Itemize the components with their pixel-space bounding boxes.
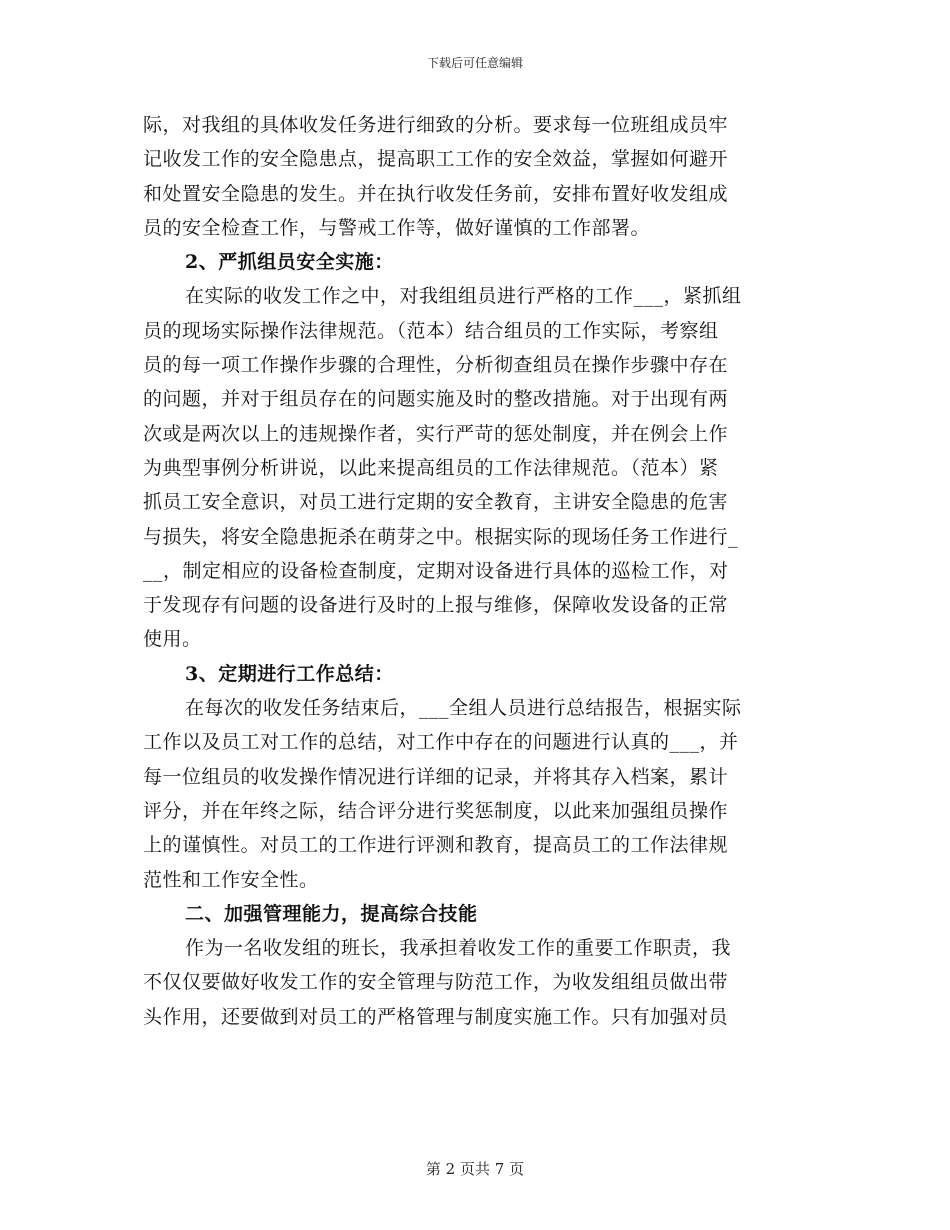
paragraph bbox=[143, 108, 807, 245]
section-heading: 二、加强管理能力，提高综合技能 bbox=[185, 902, 478, 925]
text-line: 作为一名收发组的班长，我承担着收发工作的重要工作职责，我 bbox=[185, 937, 732, 960]
text-line: 记收发工作的安全隐患点，提高职工工作的安全效益，掌握如何避开 bbox=[143, 148, 729, 171]
text-line: 际，对我组的具体收发任务进行细致的分析。要求每一位班组成员牢 bbox=[143, 114, 729, 136]
paragraph bbox=[143, 279, 807, 656]
page-number-footer: 第 2 页共 7 页 bbox=[425, 1160, 525, 1178]
section-heading: 2、严抓组员安全实施： bbox=[185, 251, 394, 274]
text-line: 员的现场实际操作法律规范。（范本）结合组员的工作实际，考察组 bbox=[143, 319, 719, 342]
page-header: 下载后可任意编辑 bbox=[426, 56, 523, 70]
document-body bbox=[143, 108, 807, 1034]
text-line: 为典型事例分析讲说，以此来提高组员的工作法律规范。（范本）紧 bbox=[143, 456, 719, 479]
text-line: 于发现存有问题的设备进行及时的上报与维修，保障收发设备的正常 bbox=[143, 594, 729, 617]
text-line: 范性和工作安全性。 bbox=[143, 868, 319, 891]
text-line: __，制定相应的设备检查制度，定期对设备进行具体的巡检工作，对 bbox=[143, 559, 729, 582]
text-line: 员的安全检查工作，与警戒工作等，做好谨慎的工作部署。 bbox=[143, 216, 651, 239]
text-line: 评分，并在年终之际，结合评分进行奖惩制度，以此来加强组员操作 bbox=[143, 799, 729, 822]
text-line: 在每次的收发任务结束后，___全组人员进行总结报告，根据实际 bbox=[185, 697, 742, 720]
text-line: 使用。 bbox=[143, 628, 202, 651]
section-heading: 3、定期进行工作总结： bbox=[185, 662, 394, 685]
text-line: 在实际的收发工作之中，对我组组员进行严格的工作___，紧抓组 bbox=[185, 285, 742, 308]
text-line: 和处置安全隐患的发生。并在执行收发任务前，安排布置好收发组成 bbox=[143, 182, 729, 205]
paragraph bbox=[143, 931, 807, 1034]
text-line: 与损失，将安全隐患扼杀在萌芽之中。根据实际的现场任务工作进行_ bbox=[143, 525, 739, 548]
text-line: 工作以及员工对工作的总结，对工作中存在的问题进行认真的___，并 bbox=[143, 731, 739, 754]
text-line: 上的谨慎性。对员工的工作进行评测和教育，提高员工的工作法律规 bbox=[143, 834, 729, 857]
text-line: 次或是两次以上的违规操作者，实行严苛的惩处制度，并在例会上作 bbox=[143, 422, 729, 445]
text-line: 不仅仅要做好收发工作的安全管理与防范工作，为收发组组员做出带 bbox=[143, 971, 729, 994]
text-line: 员的每一项工作操作步骤的合理性，分析彻查组员在操作步骤中存在 bbox=[143, 354, 729, 377]
text-line: 头作用，还要做到对员工的严格管理与制度实施工作。只有加强对员 bbox=[143, 1005, 729, 1028]
text-line: 每一位组员的收发操作情况进行详细的记录，并将其存入档案，累计 bbox=[143, 765, 729, 788]
text-line: 的问题，并对于组员存在的问题实施及时的整改措施。对于出现有两 bbox=[143, 388, 729, 411]
paragraph bbox=[143, 691, 807, 897]
text-line: 抓员工安全意识，对员工进行定期的安全教育，主讲安全隐患的危害 bbox=[143, 491, 729, 514]
